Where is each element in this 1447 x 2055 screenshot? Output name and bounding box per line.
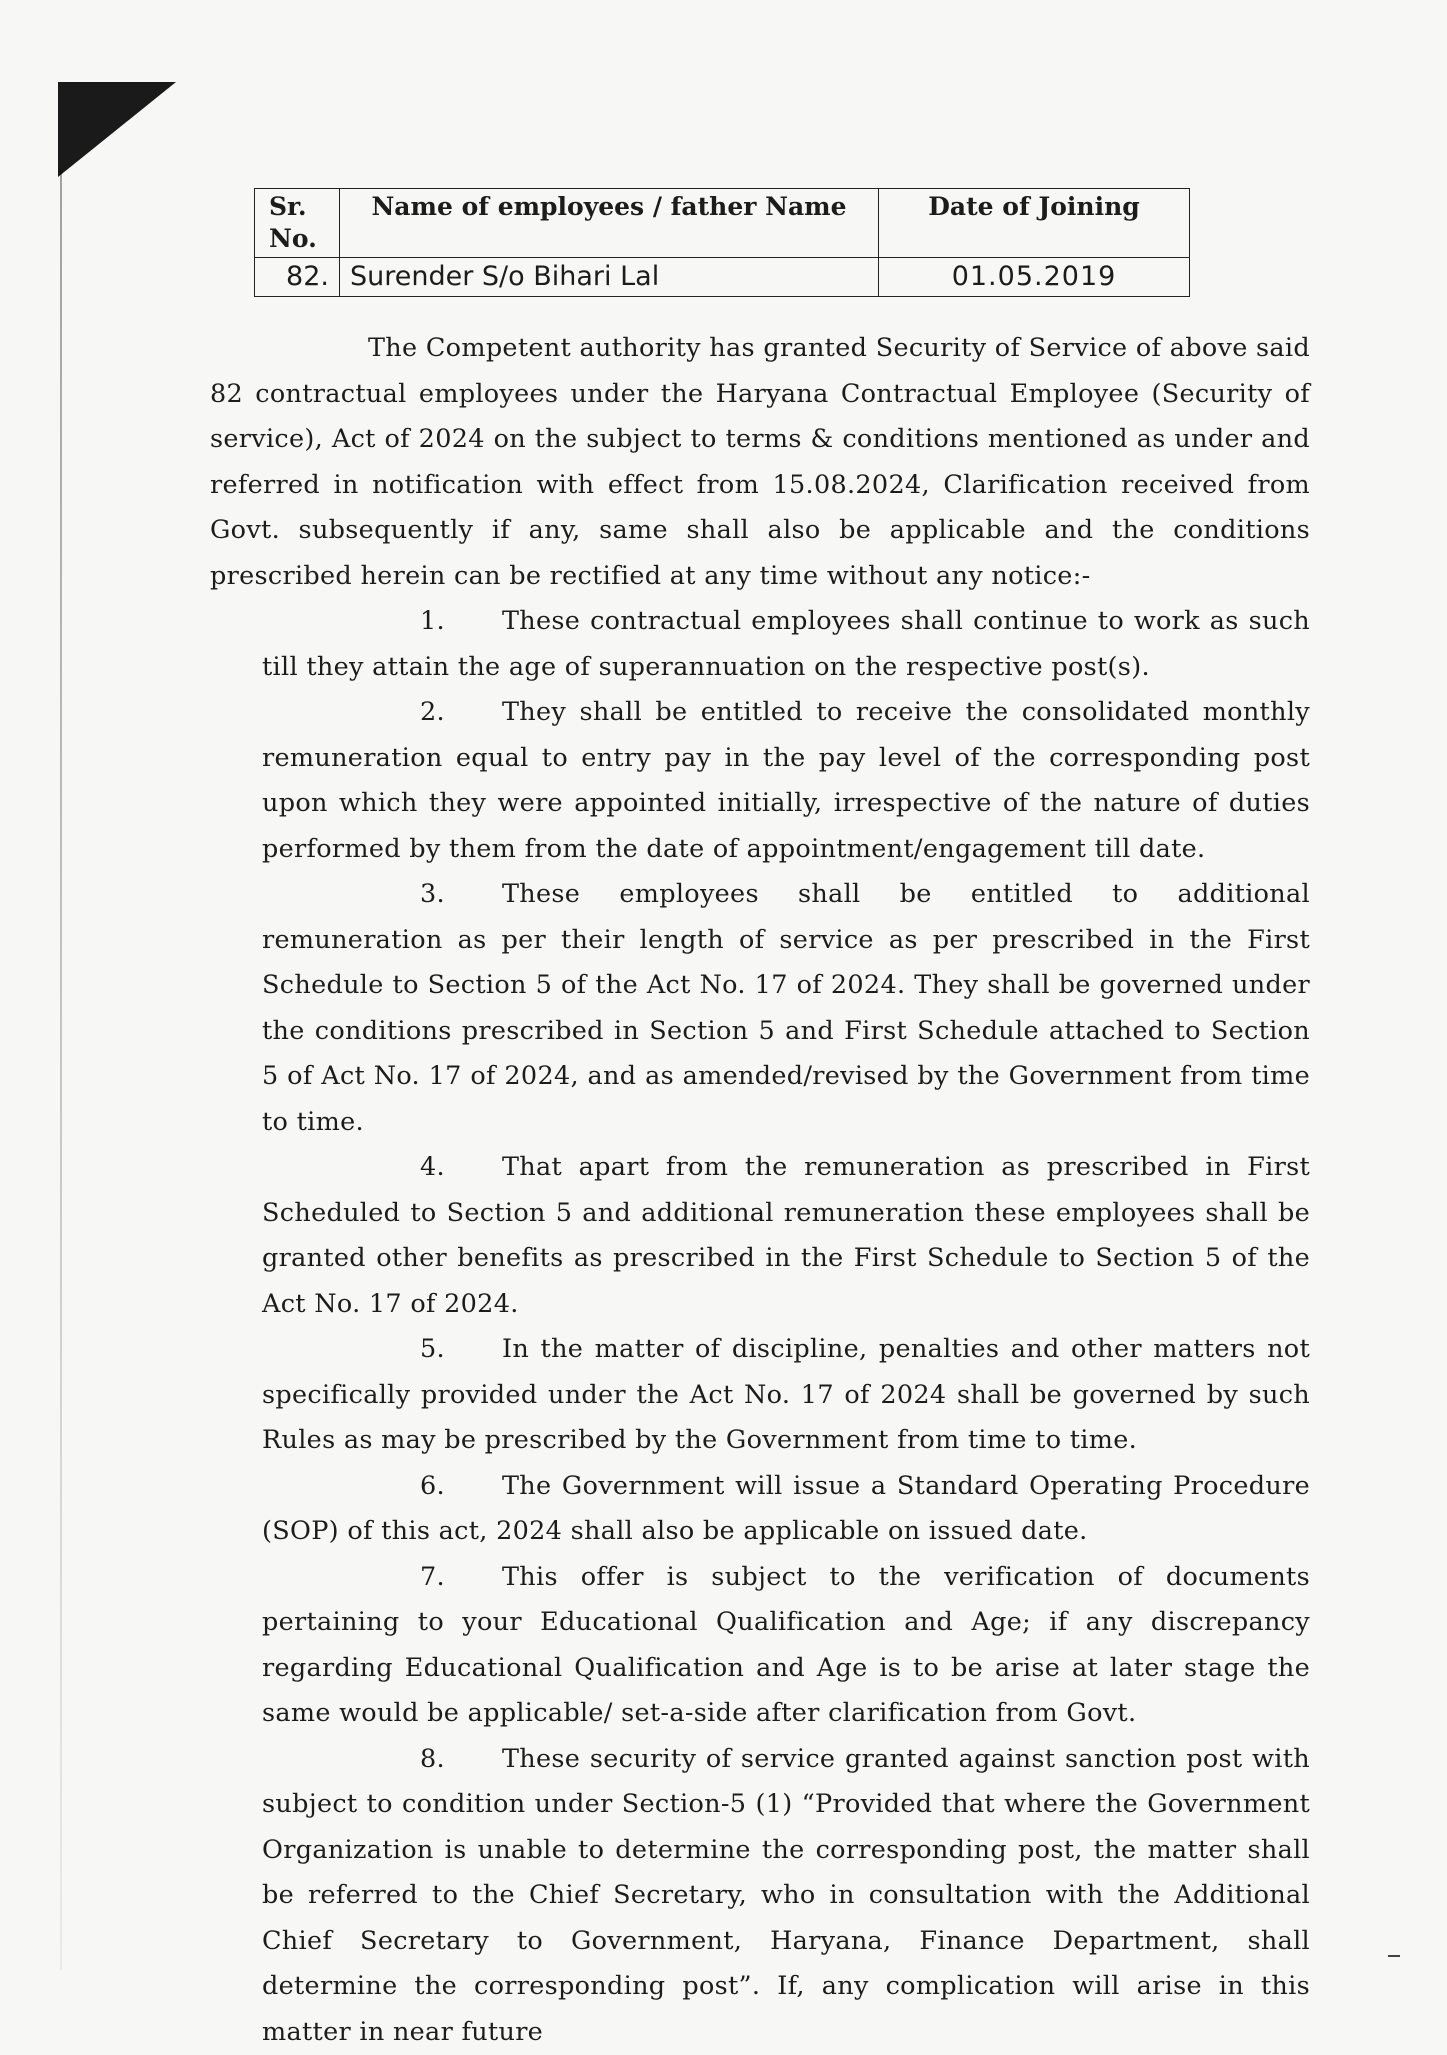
condition-item-2 [210,690,1310,872]
table-header-row [255,189,1190,258]
condition-text: These contractual employees shall continue to work as such till they attain the age of superannuation on the respective post(s). [262,606,1310,682]
condition-text: These employees shall be entitled to additional remuneration as per their length of service as per prescribed in the First Schedule to Section 5 of the Act No. 17 of 2024. They shall be governed under the conditions prescribed in Section 5 and First Schedule attached to Section 5 of Act No. 17 of 2024, and as amended/revised by the Government from time to time. [262,879,1310,1137]
cell-sr-no: 82. [255,258,340,297]
cell-date-of-joining: 01.05.2019 [879,258,1190,297]
condition-item-6 [210,1464,1310,1555]
cell-employee-name: Surender S/o Bihari Lal [340,258,879,297]
condition-item-3 [210,872,1310,1145]
employee-table [254,188,1190,297]
condition-text: The Government will issue a Standard Operating Procedure (SOP) of this act, 2024 shall also be applicable on issued date. [262,1471,1310,1547]
condition-number: 2. [420,690,502,736]
intro-paragraph: The Competent authority has granted Security of Service of above said 82 contractual employees under the Haryana Contractual Employee (Security of service), Act of 2024 on the subject to terms & conditions mentioned as under and referred in notification with effect from 15.08.2024, Clarification received from Govt. subsequently if any, same shall also be applicable and the conditions prescribed herein can be rectified at any time without any notice:- [210,326,1310,599]
condition-item-7 [210,1555,1310,1737]
condition-text: This offer is subject to the verification of documents pertaining to your Educational Qualification and Age; if any discrepancy regarding Educational Qualification and Age is to be arise at later stage the same would be applicable/ set-a-side after clarification from Govt. [262,1562,1310,1729]
condition-item-1 [210,599,1310,690]
table-row [255,258,1190,297]
condition-number: 8. [420,1737,502,1783]
header-date-of-joining: Date of Joining [879,189,1190,258]
condition-number: 5. [420,1327,502,1373]
condition-text: These security of service granted against sanction post with subject to condition under Section-5 (1) “Provided that where the Government Organization is unable to determine the corresponding post, the matter shall be referred to the Chief Secretary, who in consultation with the Additional Chief Secretary to Government, Haryana, Finance Department, shall determine the corresponding post”. If, any complication will arise in this matter in near future [262,1744,1310,2047]
header-employee-name: Name of employees / father Name [340,189,879,258]
condition-number: 3. [420,872,502,918]
condition-number: 4. [420,1145,502,1191]
condition-text: In the matter of discipline, penalties and other matters not specifically provided under the Act No. 17 of 2024 shall be governed by such Rules as may be prescribed by the Government from time to time. [262,1334,1310,1455]
condition-text: That apart from the remuneration as prescribed in First Scheduled to Section 5 and additional remuneration these employees shall be granted other benefits as prescribed in the First Schedule to Section 5 of the Act No. 17 of 2024. [262,1152,1310,1319]
document-body [210,326,1310,2055]
condition-text: They shall be entitled to receive the consolidated monthly remuneration equal to entry pay in the pay level of the corresponding post upon which they were appointed initially, irrespective of the nature of duties performed by them from the date of appointment/engagement till date. [262,697,1310,864]
condition-number: 7. [420,1555,502,1601]
header-sr-no: Sr. No. [255,189,340,258]
condition-item-4 [210,1145,1310,1327]
condition-item-8 [210,1737,1310,2055]
condition-number: 6. [420,1464,502,1510]
condition-number: 1. [420,599,502,645]
condition-item-5 [210,1327,1310,1464]
